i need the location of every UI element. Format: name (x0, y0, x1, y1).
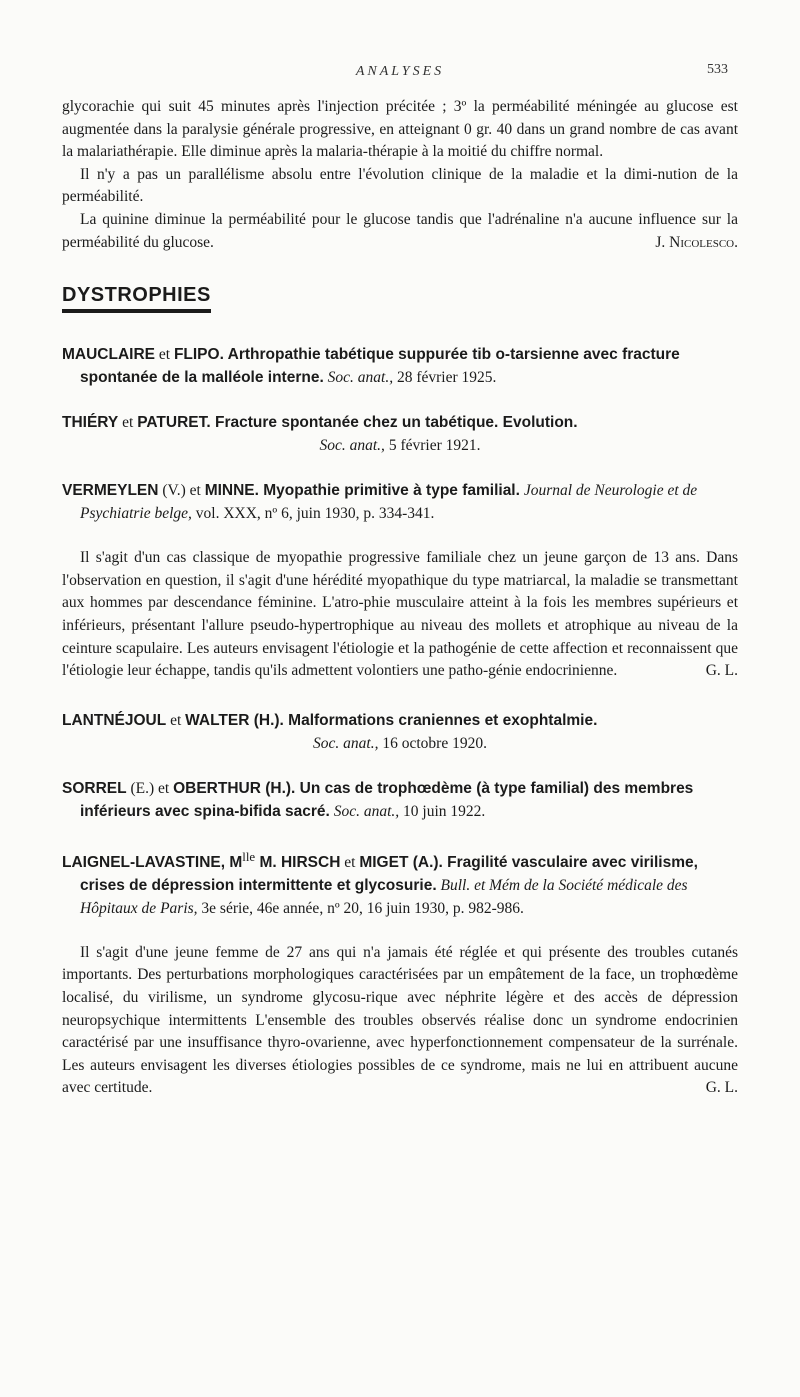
abstract-1-text: Il s'agit d'un cas classique de myopathie progressive familiale chez un jeune garçon de 13 ans. Dans l'observation en question, il s'agit d'une hérédité myopathique du type matriarcal, la maladie se transmettant aux hommes par descendance féminine. L'atro-phie musculaire atteint à la fois les membres supérieurs et inférieurs, présentant l'allure pseudo-hypertrophique au niveau des mollets et atrophique au niveau de la ceinture scapulaire. Les auteurs envisagent l'étiologie et la pathogénie de cette affection et reconnaissent que l'étiologie leur échappe, tandis qu'ils admettent volontiers une patho-génie endocrinienne. (62, 549, 738, 680)
bibliography-entry-6 (62, 845, 738, 920)
entry-3-date: vol. XXX, nº 6, juin 1930, p. 334-341. (191, 505, 435, 523)
signature-gl-2: G. L. (705, 1079, 738, 1097)
entry-6-date: 3e série, 46e année, nº 20, 16 juin 1930, p. 982-986. (197, 899, 524, 917)
intro-paragraph-3 (62, 209, 738, 254)
entry-2-title: Fracture spontanée chez un tabétique. Evolution. (210, 414, 578, 432)
entry-4-author-2: WALTER (H.). (185, 711, 284, 729)
bibliography-entry-2 (62, 411, 738, 457)
entry-1-author-2: FLIPO. (173, 346, 224, 364)
entry-5-date: 10 juin 1922. (399, 802, 486, 820)
entry-3-author: VERMEYLEN (62, 482, 159, 500)
entry-6-title: Fragilité vasculaire avec virilisme, crises de dépression intermittente et glycosurie. (80, 853, 698, 894)
entry-1-conjunction: et (155, 346, 174, 364)
abstract-2-text: Il s'agit d'une jeune femme de 27 ans qui n'a jamais été réglée et qui présente des troubles cutanés importants. Des perturbations morphologiques caractérisées par un empâtement de la face, un trophœdème localisé, du virilisme, un syndrome glycosu-rique avec néphrite légère et des accès de dépression neuropsychique intermittents L'ensemble des troubles observés réalise donc un syndrome endocrinien caractérisé par une insuffisance thyro-ovarienne, avec hyperfonctionnement compensateur de la surrénale. Les auteurs envisagent les diverses étiologies possibles de ce syndrome, mais ne lui en attribuent aucune avec certitude. (62, 943, 738, 1097)
entry-5-journal: Soc. anat., (329, 802, 400, 820)
entry-3-title: Myopathie primitive à type familial. (258, 482, 520, 500)
entry-6-author: LAIGNEL-LAVASTINE, M (62, 853, 243, 871)
bibliography-entry-3 (62, 479, 738, 525)
entry-4-conjunction: et (166, 711, 186, 729)
entry-2-author-2: PATURET. (137, 414, 211, 432)
entry-2-conjunction: et (118, 414, 138, 432)
abstract-laignel-lavastine (62, 942, 738, 1100)
abstract-vermeylen (62, 547, 738, 683)
intro-paragraph-2: Il n'y a pas un parallélisme absolu entre l'évolution clinique de la maladie et la dimi-nution de la perméabilité. (62, 165, 738, 206)
entry-1-journal: Soc. anat., (323, 369, 394, 387)
bibliography-entry-1 (62, 343, 738, 389)
entry-6-journal: Bull. et Mém de la Société médicale des Hôpitaux de Paris, (80, 876, 688, 917)
entry-3-conjunction: (V.) et (158, 482, 205, 500)
running-title: ANALYSES (355, 64, 445, 79)
intro-paragraph-3-text: La quinine diminue la perméabilité pour le glucose tandis que l'adrénaline n'a aucune influence sur la perméabilité du glucose. (62, 210, 738, 251)
entry-2-date: 5 février 1921. (384, 437, 481, 455)
entry-1-title: Arthropathie tabétique suppurée tib o-tarsienne avec fracture spontanée de la malléole interne. (80, 346, 680, 387)
text-column (62, 96, 738, 1126)
bibliography-entry-5 (62, 777, 738, 823)
entry-5-conjunction: (E.) et (126, 779, 174, 797)
entry-4-title: Malformations craniennes et exophtalmie. (283, 711, 598, 729)
intro-paragraph-1: glycorachie qui suit 45 minutes après l'injection précitée ; 3º la perméabilité méningée au glucose est augmentée dans la paralysie générale progressive, en atteignant 0 gr. 40 dans un grand nombre de cas avant la malariathérapie. Elle diminue après la malaria-thérapie à la moitié du chiffre normal. (62, 98, 738, 161)
entry-2-author: THIÉRY (62, 414, 119, 432)
entry-1-date: 28 février 1925. (393, 369, 497, 387)
entry-4-date: 16 octobre 1920. (378, 734, 487, 752)
section-heading-dystrophies: DYSTROPHIES (62, 284, 211, 313)
entry-5-author-2: OBERTHUR (H.). (173, 779, 296, 797)
entry-6-author-3: MIGET (A.). (359, 853, 443, 871)
entry-6-author-2: M. HIRSCH (255, 853, 341, 871)
entry-1-author: MAUCLAIRE (62, 346, 155, 364)
entry-2-journal: Soc. anat., (319, 437, 385, 455)
entry-4-author: LANTNÉJOUL (62, 711, 167, 729)
entry-4-reference-line (80, 732, 738, 755)
signature-nicolesco: J. Nicolesco. (655, 233, 738, 251)
entry-5-author: SORREL (62, 779, 127, 797)
entry-5-title: Un cas de trophœdème (à type familial) des membres inférieurs avec spina-bifida sacré. (80, 779, 694, 820)
entry-2-reference-line (80, 434, 738, 457)
bibliography-entry-4 (62, 709, 738, 755)
entry-3-journal: Journal de Neurologie et de Psychiatrie belge, (80, 482, 698, 523)
entry-4-journal: Soc. anat., (313, 734, 379, 752)
signature-gl-1: G. L. (705, 662, 738, 680)
entry-6-conjunction: et (340, 853, 360, 871)
entry-3-author-2: MINNE. (204, 482, 259, 500)
entry-6-title-superscript: lle (242, 848, 256, 864)
page-number: 533 (707, 62, 728, 77)
